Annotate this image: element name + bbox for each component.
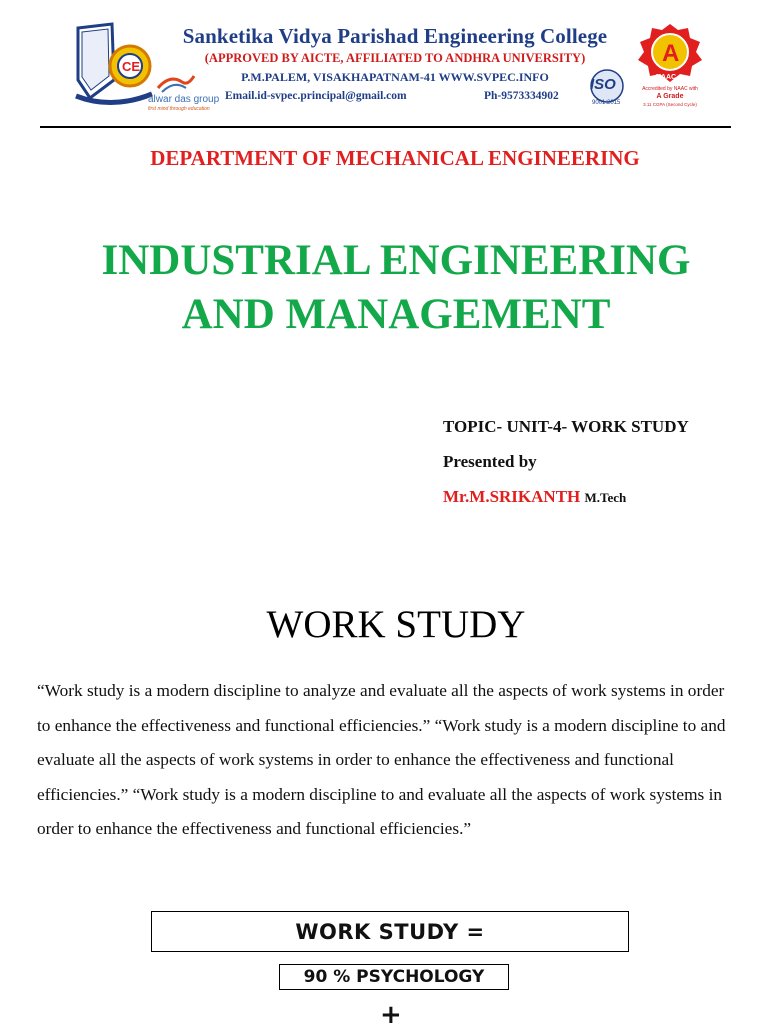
iso-label: ISO: [590, 76, 616, 93]
work-study-heading: WORK STUDY: [266, 603, 526, 646]
header-divider: [40, 126, 731, 128]
naac-label: NAAC: [655, 74, 677, 81]
department-title: DEPARTMENT OF MECHANICAL ENGINEERING: [150, 146, 640, 170]
svg-text:A: A: [662, 40, 680, 67]
alwar-das-group-logo-icon: [156, 72, 196, 94]
presenter-name: Mr.M.SRIKANTH: [443, 487, 581, 506]
topic-line: TOPIC- UNIT-4- WORK STUDY: [443, 417, 689, 436]
work-study-paragraph: “Work study is a modern discipline to analyze and evaluate all the aspects of work systems in order to enhance the effectiveness and functional efficiencies.” “Work study is a modern discipline to and evaluate all the aspects of work systems in order to enhance the effectiveness and functional efficiencies.” “Work study is a modern discipline to and evaluate all the aspects of work systems in order to enhance the effectiveness and functional efficiencies.”: [37, 681, 726, 839]
college-phone: Ph-9573334902: [484, 90, 559, 102]
iso-number: 9001:2015: [592, 100, 621, 106]
course-title: [0, 234, 768, 342]
course-title-line-2: AND MANAGEMENT: [181, 291, 611, 338]
iso-badge: [586, 68, 628, 112]
presented-by-label: Presented by: [443, 452, 537, 471]
plus-sign: +: [380, 1000, 402, 1030]
presenter: [443, 487, 626, 507]
naac-accredited-line: Accredited by NAAC with: [642, 86, 698, 92]
naac-grade-line: A Grade: [656, 93, 684, 100]
naac-badge: [632, 22, 712, 114]
alwar-logo-text: alwar das group: [148, 94, 220, 105]
course-title-line-1: INDUSTRIAL ENGINEERING: [101, 237, 691, 284]
letterhead: [0, 0, 768, 128]
college-address: P.M.PALEM, VISAKHAPATNAM-41 WWW.SVPEC.INFO: [241, 70, 549, 84]
college-email: Email.id-svpec.principal@gmail.com: [225, 90, 407, 102]
college-emblem-icon: [72, 20, 156, 110]
college-approval: (APPROVED BY AICTE, AFFILIATED TO ANDHRA UNIVERSITY): [204, 51, 586, 65]
psychology-term-box: 90 % PSYCHOLOGY: [279, 964, 509, 990]
college-name: Sanketika Vidya Parishad Engineering College: [182, 24, 608, 48]
naac-cgpa-line: 3.11 CGPA (Second Cycle): [643, 102, 697, 107]
alwar-logo-tagline: first mind through education: [148, 106, 210, 112]
work-study-definition: [37, 674, 731, 847]
svg-text:CE: CE: [122, 59, 141, 74]
work-study-formula-box: WORK STUDY =: [151, 911, 629, 952]
presenter-degree: M.Tech: [584, 490, 627, 505]
